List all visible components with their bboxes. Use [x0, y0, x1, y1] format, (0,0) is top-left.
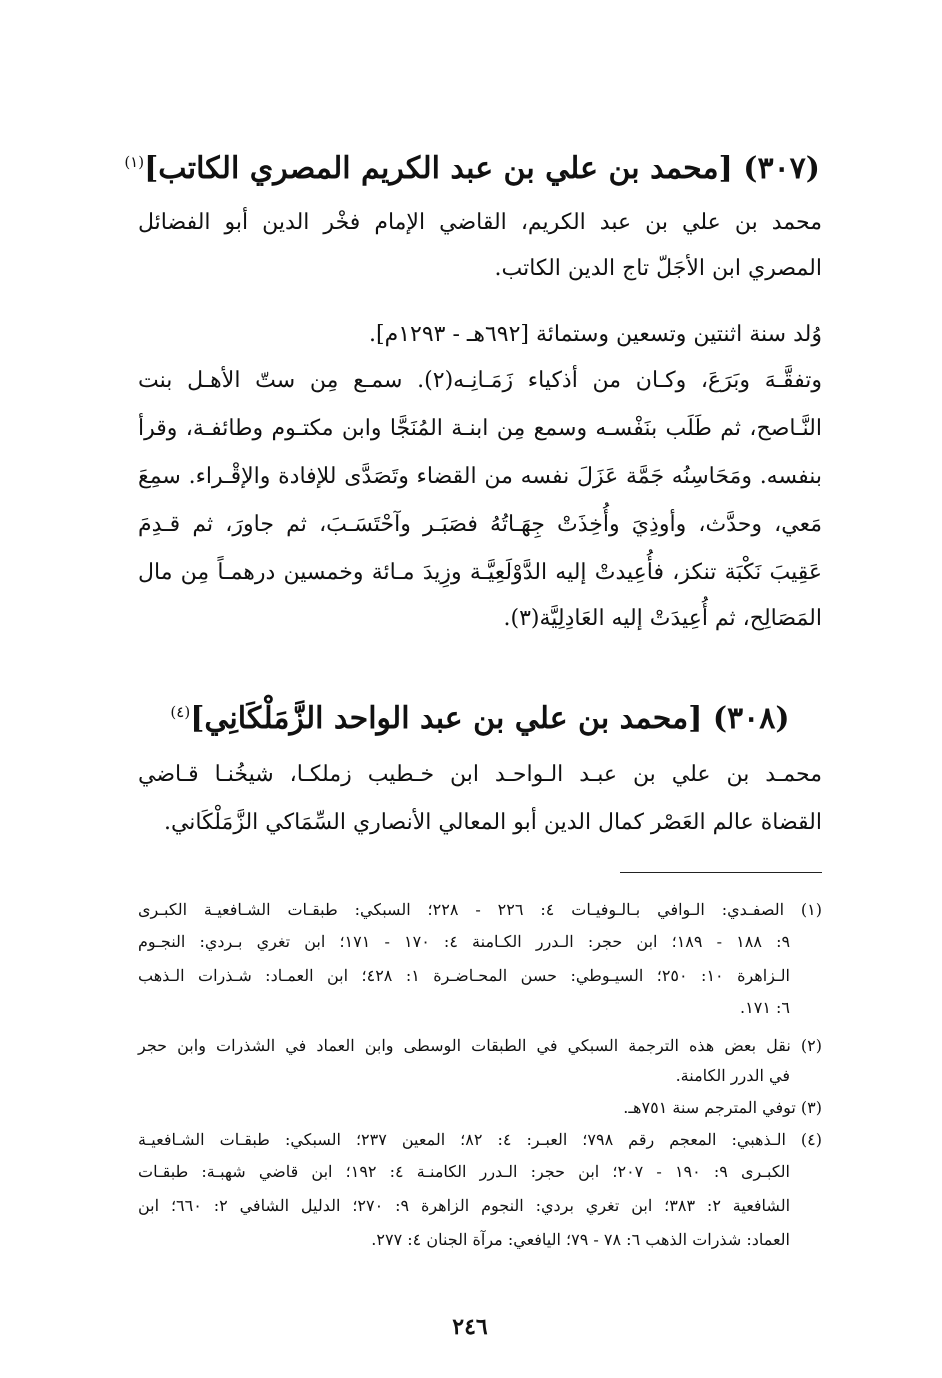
footnote-ref-4: (٤) [170, 703, 191, 721]
entry-307-line-8: عَقِيبَ نَكْبَة تنكز، فأُعِيدتْ إليه الدَّوْلَعِيَّـة وزِيدَ مـائة وخمسين درهمـاً مِن مال [138, 560, 822, 585]
footnote-1-line-3: الـزاهرة ١٠: ٢٥٠؛ السيـوطي: حسن المحـاضـرة ١: ٤٢٨؛ ابن العمـاد: شـذرات الـذهب [138, 966, 790, 985]
footnote-1-line-2: ٩: ١٨٨ - ١٨٩؛ ابن حجر: الـدرر الكـامنة ٤: ١٧٠ - ١٧١؛ ابن تغري بـردي: النجـوم [138, 932, 791, 951]
entry-307-title: (٣٠٧) [محمد بن علي بن عبد الكريم المصري الكاتب] [144, 151, 820, 186]
footnote-4-line-4: العماد: شذرات الذهب ٦: ٧٨ - ٧٩؛ اليافعي: مرآة الجنان ٤: ٢٧٧. [371, 1230, 790, 1249]
footnote-separator [620, 872, 822, 873]
entry-308-title: (٣٠٨) [محمد بن علي بن عبد الواحد الزَّمَلْكَانِي] [190, 701, 790, 736]
entry-307-heading [124, 142, 820, 189]
footnote-2-line-2: في الدرر الكامنة. [675, 1066, 790, 1085]
footnote-3-line-1: (٣) توفي المترجم سنة ٧٥١هـ. [623, 1098, 822, 1117]
entry-308-line-1: محمـد بن علي بن عبـد الـواحـد ابن خـطيب زملكـا، شيخُنـا قـاضي [138, 762, 822, 787]
footnote-ref-1: (١) [124, 153, 145, 171]
footnote-1-line-4: ٦: ١٧١. [740, 998, 790, 1017]
entry-308-heading [140, 692, 820, 739]
entry-307-line-3: وُلد سنة اثنتين وتسعين وستمائة [٦٩٢هـ - ١٢٩٣م]. [369, 322, 822, 347]
entry-307-line-6: بنفسه. ومَحَاسِنُه جَمَّة عَزَلَ نفسه من القضاء وتَصَدَّى للإفادة والإقْـراء. سمِعَ [138, 464, 822, 489]
entry-307-line-7: مَعي، وحدَّث، وأوذِيَ وأُخِذَتْ جِهَـاتُهُ فصَبَـر وآحْتَسَـبَ، ثم جاورَ، ثم قـدِمَ [138, 512, 822, 537]
footnote-1-line-1: (١) الصفـدي: الـوافي بـالـوفيـات ٤: ٢٢٦ - ٢٢٨؛ السبكي: طبقـات الشـافعيـة الكبـرى [138, 900, 823, 919]
entry-308-line-2: القضاة عالم العَصْر كمال الدين أبو المعالي الأنصاري السِّمَاكي الزَّمَلْكَاني. [163, 810, 822, 835]
entry-307-line-4: وتفقَّـهَ وبَرَعَ، وكـان من أذكياء زَمَـانِـه(٢). سمـع مِن ستّ الأهـل بنت [138, 368, 822, 393]
page-number: ٢٤٦ [452, 1314, 488, 1340]
footnote-4-line-2: الكبـرى ٩: ١٩٠ - ٢٠٧؛ ابن حجر: الـدرر الكامنـة ٤: ١٩٢؛ ابن قاضي شهبـة: طبقـات [138, 1162, 791, 1181]
footnote-4-line-1: (٤) الـذهبي: المعجم رقم ٧٩٨؛ العبـر: ٤: ٨٢؛ المعين ٢٣٧؛ السبكي: طبقـات الشـافعيـة [138, 1130, 823, 1149]
entry-307-line-2: المصري ابن الأجَلّ تاج الدين الكاتب. [494, 256, 822, 281]
footnote-4-line-3: الشافعية ٢: ٣٨٣؛ ابن تغري بردي: النجوم الزاهرة ٩: ٢٧٠؛ الدليل الشافي ٢: ٦٦٠؛ ابن [138, 1196, 791, 1215]
entry-307-line-1: محمد بن علي بن عبد الكريم، القاضي الإمام فخْر الدين أبو الفضائل [138, 210, 822, 235]
entry-307-line-5: النَّـاصح، ثم طَلَب بنَفْسـه وسمع مِن ابنـة المُنَجَّا وابن مكتـوم وطائفـة، وقرأ [138, 416, 822, 441]
footnote-2-line-1: (٢) نقل بعض هذه الترجمة السبكي في الطبقات الوسطى وابن العماد في الشذرات وابن حجر [138, 1036, 822, 1055]
entry-307-line-9: المَصَالِح، ثم أُعِيدَتْ إليه العَادِلِيَّة(٣). [503, 606, 822, 631]
